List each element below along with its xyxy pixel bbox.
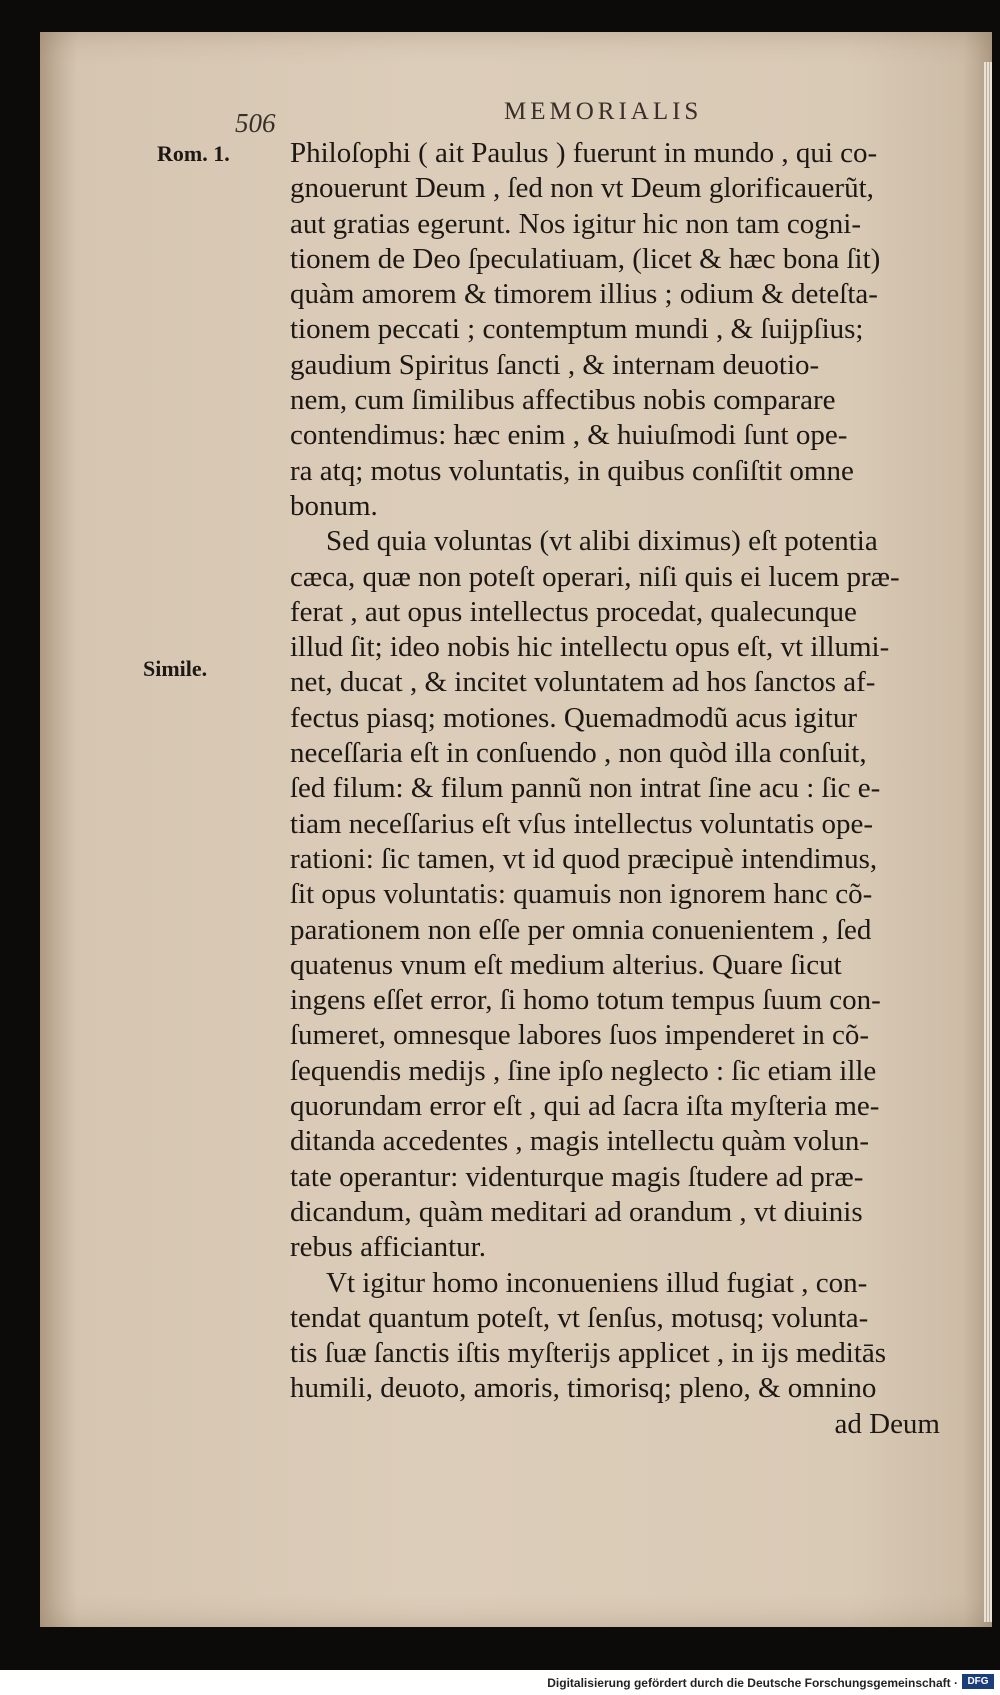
text-line: quatenus vnum eſt medium alterius. Quare ſicut [290, 948, 842, 981]
text-line: ra atq; motus voluntatis, in quibus conſiſtit omne [290, 454, 854, 487]
text-line: rebus afficiantur. [290, 1231, 486, 1264]
page-edge [984, 62, 992, 1622]
text-line: tendat quantum poteſt, vt ſenſus, motusq; volunta- [290, 1301, 869, 1334]
text-line: dicandum, quàm meditari ad orandum , vt diuinis [290, 1195, 863, 1228]
body-text [290, 136, 960, 1442]
text-line: gnouerunt Deum , ſed non vt Deum glorificauerũt, [290, 172, 874, 205]
footer-credit: Digitalisierung gefördert durch die Deutsche Forschungsgemeinschaft · [547, 1676, 958, 1690]
text-line: gaudium Spiritus ſancti , & internam deuotio- [290, 348, 820, 381]
text-line: tate operantur: videnturque magis ſtudere ad præ- [290, 1160, 864, 1193]
catchword: ad Deum [834, 1407, 940, 1440]
text-line: tis ſuæ ſanctis iſtis myſterijs applicet , in ijs meditās [290, 1337, 887, 1370]
text-line: tionem de Deo ſpeculatiuam, (licet & hæc bona ſit) [290, 242, 881, 275]
text-line: quorundam error eſt , qui ad ſacra iſta myſteria me- [290, 1090, 880, 1123]
text-line: tiam neceſſarius eſt vſus intellectus voluntatis ope- [290, 807, 874, 840]
text-line: fectus piasq; motiones. Quemadmodũ acus igitur [290, 701, 858, 734]
text-line: Philoſophi ( ait Paulus ) fuerunt in mundo , qui co- [290, 137, 878, 169]
margin-note-simile: Simile. [143, 656, 208, 681]
running-head: MEMORIALIS [504, 98, 703, 125]
text-line: ſumeret, omnesque labores ſuos impenderet in cõ- [290, 1019, 870, 1052]
text-line: nem, cum ſimilibus affectibus nobis comparare [290, 384, 836, 417]
margin-note-rom: Rom. 1. [157, 141, 230, 166]
dfg-logo-icon: DFG [962, 1674, 994, 1689]
text-line: aut gratias egerunt. Nos igitur hic non tam cogni- [290, 207, 861, 240]
text-line: neceſſaria eſt in conſuendo , non quòd illa conſuit, [290, 737, 867, 770]
page-number: 506 [235, 108, 276, 138]
text-line: rationi: ſic tamen, vt id quod præcipuè intendimus, [290, 842, 878, 875]
text-line: net, ducat , & incitet voluntatem ad hos ſanctos af- [290, 666, 876, 699]
text-line: ditanda accedentes , magis intellectu quàm volun- [290, 1125, 869, 1158]
text-line: humili, deuoto, amoris, timorisq; pleno, & omnino [290, 1372, 877, 1405]
text-line: tionem peccati ; contemptum mundi , & ſuijpſius; [290, 313, 864, 346]
text-line: ingens eſſet error, ſi homo totum tempus ſuum con- [290, 984, 881, 1017]
text-line: bonum. [290, 489, 378, 522]
text-line: Sed quia voluntas (vt alibi diximus) eſt potentia [326, 525, 878, 558]
text-line: parationem non eſſe per omnia conuenientem , ſed [290, 913, 872, 946]
text-line: ſequendis medijs , ſine ipſo neglecto : ſic etiam ille [290, 1054, 877, 1087]
text-line: quàm amorem & timorem illius ; odium & deteſta- [290, 278, 878, 311]
text-line: ſit opus voluntatis: quamuis non ignorem hanc cõ- [290, 878, 873, 911]
text-line: contendimus: hæc enim , & huiuſmodi ſunt ope- [290, 419, 848, 452]
text-line: cæca, quæ non poteſt operari, niſi quis ei lucem præ- [290, 560, 900, 593]
text-line: ferat , aut opus intellectus procedat, qualecunque [290, 595, 857, 628]
text-line: Vt igitur homo inconueniens illud fugiat , con- [326, 1266, 868, 1299]
text-line: illud ſit; ideo nobis hic intellectu opus eſt, vt illumi- [290, 631, 890, 664]
text-line: ſed filum: & filum pannũ non intrat ſine acu : ſic e- [290, 772, 881, 805]
